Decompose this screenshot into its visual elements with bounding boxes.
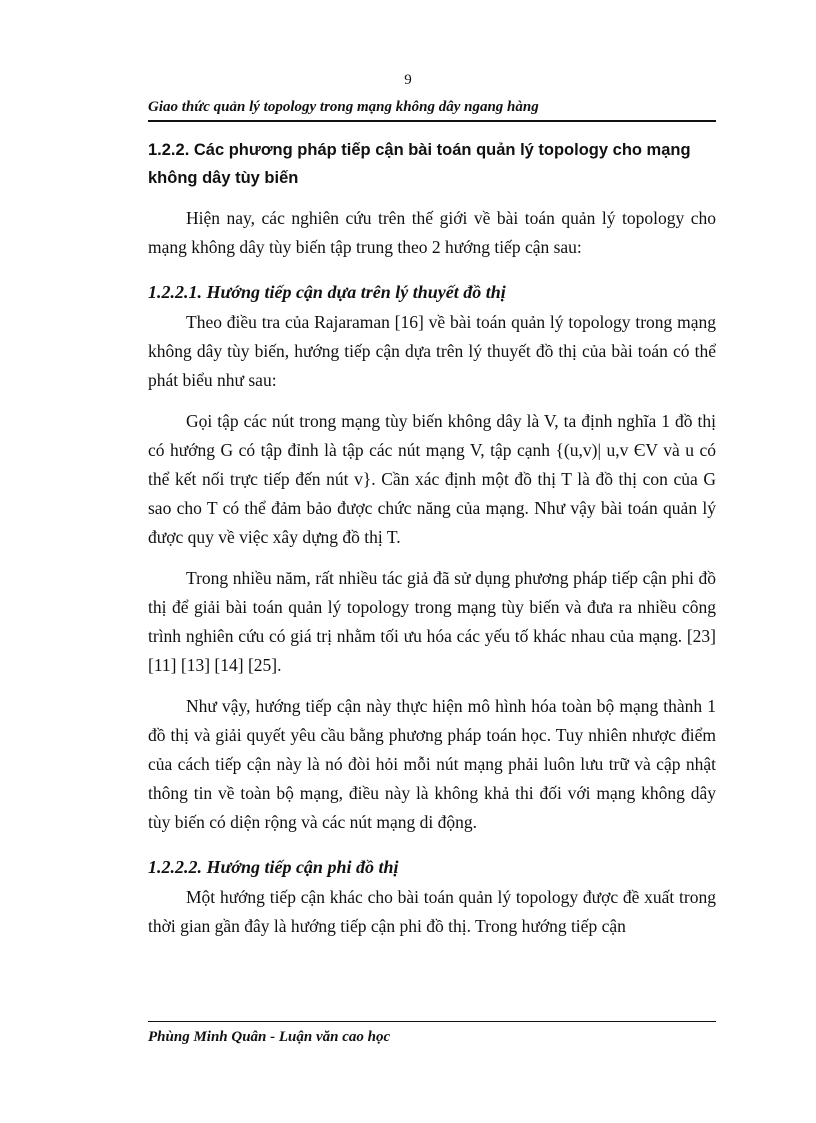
paragraph-prior-work: Trong nhiều năm, rất nhiều tác giả đã sử dụng phương pháp tiếp cận phi đồ thị để giải bài toán quản lý topology trong mạng tùy biến và đưa ra nhiều công trình nghiên cứu có giá trị nhằm tối ưu hóa các yếu tố khác nhau của mạng. [23] [11] [13] [14] [25].	[148, 568, 716, 675]
subsection-heading-non-graph: 1.2.2.2. Hướng tiếp cận phi đồ thị	[148, 857, 399, 877]
footer-divider	[148, 1021, 716, 1022]
paragraph-rajaraman-survey: Theo điều tra của Rajaraman [16] về bài toán quản lý topology trong mạng không dây tùy biến, hướng tiếp cận dựa trên lý thuyết đồ thị của bài toán có thể phát biểu như sau:	[148, 312, 716, 390]
section-heading: 1.2.2. Các phương pháp tiếp cận bài toán quản lý topology cho mạng không dây tùy biến	[148, 141, 691, 187]
running-header: Giao thức quản lý topology trong mạng không dây ngang hàng	[148, 99, 716, 122]
page-number: 9	[404, 72, 412, 88]
paragraph-graph-definition: Gọi tập các nút trong mạng tùy biến không dây là V, ta định nghĩa 1 đồ thị có hướng G có tập đỉnh là tập các nút mạng V, tập cạnh {(u,v)| u,v ЄV và u có thể kết nối trực tiếp đến nút v}. Cần xác định một đồ thị T là đồ thị con của G sao cho T có thể đảm bảo được chức năng của mạng. Như vậy bài toán quản lý được quy về việc xây dựng đồ thị T.	[148, 411, 716, 547]
subsection-heading-graph-theory: 1.2.2.1. Hướng tiếp cận dựa trên lý thuyết đồ thị	[148, 282, 506, 302]
page-body	[148, 136, 716, 955]
footer-author: Phùng Minh Quân - Luận văn cao học	[148, 1029, 391, 1045]
paragraph-non-graph-intro: Một hướng tiếp cận khác cho bài toán quản lý topology được đề xuất trong thời gian gần đây là hướng tiếp cận phi đồ thị. Trong hướng tiếp cận	[148, 887, 716, 936]
section-intro-paragraph: Hiện nay, các nghiên cứu trên thế giới về bài toán quản lý topology cho mạng không dây tùy biến tập trung theo 2 hướng tiếp cận sau:	[148, 208, 716, 257]
paragraph-drawbacks: Như vậy, hướng tiếp cận này thực hiện mô hình hóa toàn bộ mạng thành 1 đồ thị và giải quyết yêu cầu bằng phương pháp toán học. Tuy nhiên nhược điểm của cách tiếp cận này là nó đòi hỏi mỗi nút mạng phải luôn lưu trữ và cập nhật thông tin về toàn bộ mạng, điều này là không khả thi đối với mạng không dây tùy biến có diện rộng và các nút mạng di động.	[148, 696, 716, 832]
